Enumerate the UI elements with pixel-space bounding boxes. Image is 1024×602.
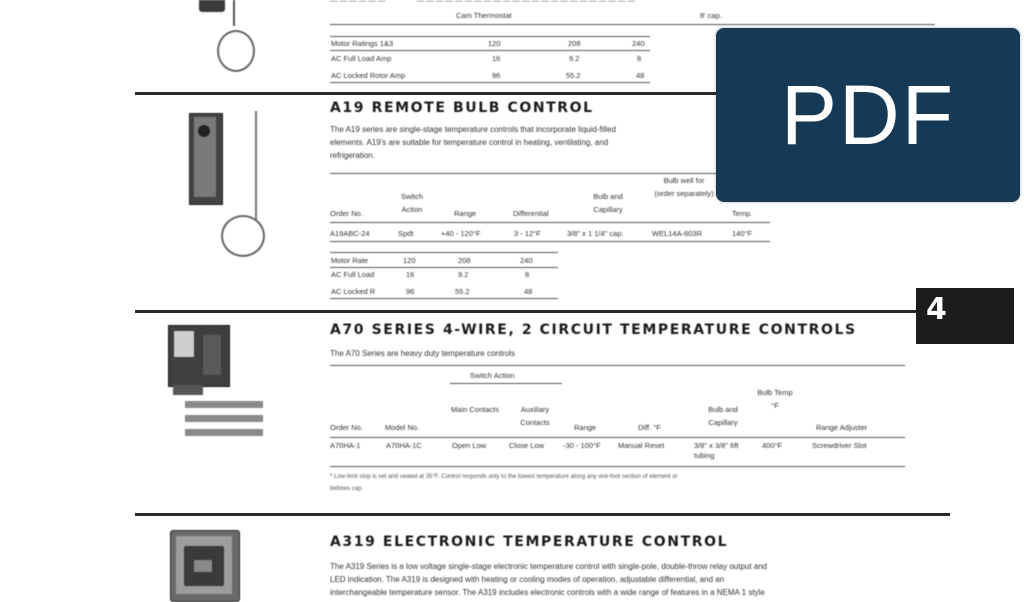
a19-motor-label: AC Locked R <box>331 287 376 296</box>
a19-col-head: Differential <box>513 209 549 218</box>
motor-head-col: 208 <box>568 39 581 48</box>
motor-cell: 9.2 <box>569 54 580 63</box>
motor-cell: 96 <box>492 71 501 80</box>
divider <box>330 466 905 467</box>
motor-cell: 16 <box>492 54 501 63</box>
a70-cell: A70HA-1C <box>386 441 422 450</box>
divider <box>330 82 650 83</box>
top-fragment-text-2: 8' cap. <box>700 11 722 20</box>
a19-motor-cell: 96 <box>406 287 415 296</box>
tab-number: 4 <box>926 292 947 327</box>
a70-col-head: Diff. °F <box>638 423 661 432</box>
a319-desc-line: The A319 Series is a low voltage single-stage electronic temperature control with single-pole, double-throw relay output and <box>330 562 768 571</box>
a19-title: A19 REMOTE BULB CONTROL <box>330 100 594 116</box>
a70-col-head: Bulb and Capillary <box>708 405 738 427</box>
a70-product-image <box>163 323 265 445</box>
a70-col-head: Model No. <box>385 423 420 432</box>
a319-desc-line: LED indication. The A319 is designed with heating or cooling modes of operation, adjustable differential, and an <box>330 575 725 584</box>
a19-desc-line: The A19 series are single-stage temperature controls that incorporate liquid-filled <box>330 125 616 134</box>
a319-product-image <box>170 530 242 600</box>
divider <box>330 267 558 268</box>
a70-cell: -30 - 100°F <box>563 441 601 450</box>
a70-cell: Manual Reset <box>618 441 665 450</box>
a19-product-image <box>185 105 275 255</box>
a70-cell: Close Low <box>509 441 545 450</box>
a19-desc-line: refrigeration. <box>330 151 375 160</box>
a70-cell: Open Low <box>452 441 487 450</box>
a19-cell: 3/8" x 1 1/4" cap. <box>567 229 624 238</box>
a70-description: The A70 Series are heavy duty temperature controls <box>330 349 515 358</box>
a70-footnote: * Low-limit stop is set and sealed at 35°F. Control responds only to the lowest temperature along any one-foot section of element or <box>330 474 678 480</box>
a70-footnote: bellows cap. <box>330 486 364 492</box>
a70-title: A70 SERIES 4-WIRE, 2 CIRCUIT TEMPERATURE CONTROLS <box>330 322 857 338</box>
motor-cell: 48 <box>636 71 645 80</box>
a70-cell: 400°F <box>762 441 783 450</box>
a70-col-head: Auxiliary Contacts <box>520 405 550 427</box>
a19-cell: WEL14A-603R <box>652 229 703 238</box>
a19-col-head: Switch Action <box>400 192 424 214</box>
section-rule <box>135 310 917 313</box>
section-rule <box>135 513 950 516</box>
motor-head-col: 120 <box>488 39 501 48</box>
a19-motor-head: 240 <box>520 256 533 265</box>
a19-col-head: Bulb well for (order separately) <box>654 176 714 198</box>
a70-switch-action: Switch Action <box>470 371 515 380</box>
a70-col-head: Order No. <box>330 423 363 432</box>
motor-row-label: AC Full Load Amp <box>331 54 392 63</box>
a19-motor-cell: 8 <box>525 270 530 279</box>
a19-motor-head: 208 <box>458 256 471 265</box>
a19-cell: A19ABC-24 <box>330 229 370 238</box>
a319-desc-line: interchangeable temperature sensor. The A319 includes electronic controls with a wide range of features in a NEMA 1 style <box>330 588 765 597</box>
motor-cell: 55.2 <box>566 71 581 80</box>
a19-motor-cell: 9.2 <box>458 270 469 279</box>
a319-title: A319 ELECTRONIC TEMPERATURE CONTROL <box>330 534 729 550</box>
divider <box>330 241 770 242</box>
top-fragment-text: Cam Thermostat <box>456 11 512 20</box>
motor-row-label: AC Locked Rotor Amp <box>331 71 406 80</box>
a19-col-head: Order No. <box>330 209 363 218</box>
divider <box>330 36 650 37</box>
a19-col-head: Bulb and Capillary <box>593 192 623 214</box>
a19-cell: +40 - 120°F <box>441 229 481 238</box>
a19-motor-label: AC Full Load <box>331 270 375 279</box>
a70-col-head: Main Contacts <box>451 405 499 414</box>
motor-cell: 8 <box>637 54 642 63</box>
a70-cell: Screwdriver Slot <box>812 441 867 450</box>
pdf-badge[interactable] <box>716 28 1020 202</box>
motor-head-label: Motor Ratings 1&3 <box>331 39 394 48</box>
a70-cell: A70HA-1 <box>330 441 361 450</box>
a319-description <box>330 560 920 599</box>
a19-motor-head: Motor Rate <box>331 256 369 265</box>
divider <box>330 437 905 438</box>
motor-head-col: 240 <box>632 39 645 48</box>
a19-cell: Spdt <box>398 229 414 238</box>
a19-motor-cell: 16 <box>406 270 415 279</box>
tab-number-badge <box>916 288 1014 344</box>
top-row-fragment: — — — — — — — — — — — — — — — — — — — — — — — — — — — — — <box>330 0 636 5</box>
a19-desc-line: elements. A19's are suitable for temperature control in heating, ventilating, and <box>330 138 609 147</box>
thermostat-image-top <box>195 0 255 72</box>
divider <box>330 50 650 51</box>
a19-motor-cell: 48 <box>524 287 533 296</box>
a19-cell: 140°F <box>732 229 753 238</box>
a70-col-head: Bulb Temp °F <box>757 388 793 410</box>
a19-cell: 3 - 12°F <box>514 229 541 238</box>
a19-motor-cell: 55.2 <box>455 287 470 296</box>
a70-cell: 3/8" x 3/8" 6ft tubing <box>694 441 739 460</box>
divider <box>330 24 935 25</box>
pdf-label: PDF <box>781 68 955 162</box>
divider <box>330 252 558 253</box>
divider <box>330 298 558 299</box>
divider <box>330 222 770 223</box>
a19-col-head: Range <box>454 209 477 218</box>
a19-col-head: Temp. <box>732 209 753 218</box>
a19-motor-head: 120 <box>403 256 416 265</box>
a70-col-head: Range <box>574 423 597 432</box>
divider <box>450 383 562 384</box>
divider <box>330 365 905 366</box>
a70-col-head: Range Adjuster <box>816 423 868 432</box>
